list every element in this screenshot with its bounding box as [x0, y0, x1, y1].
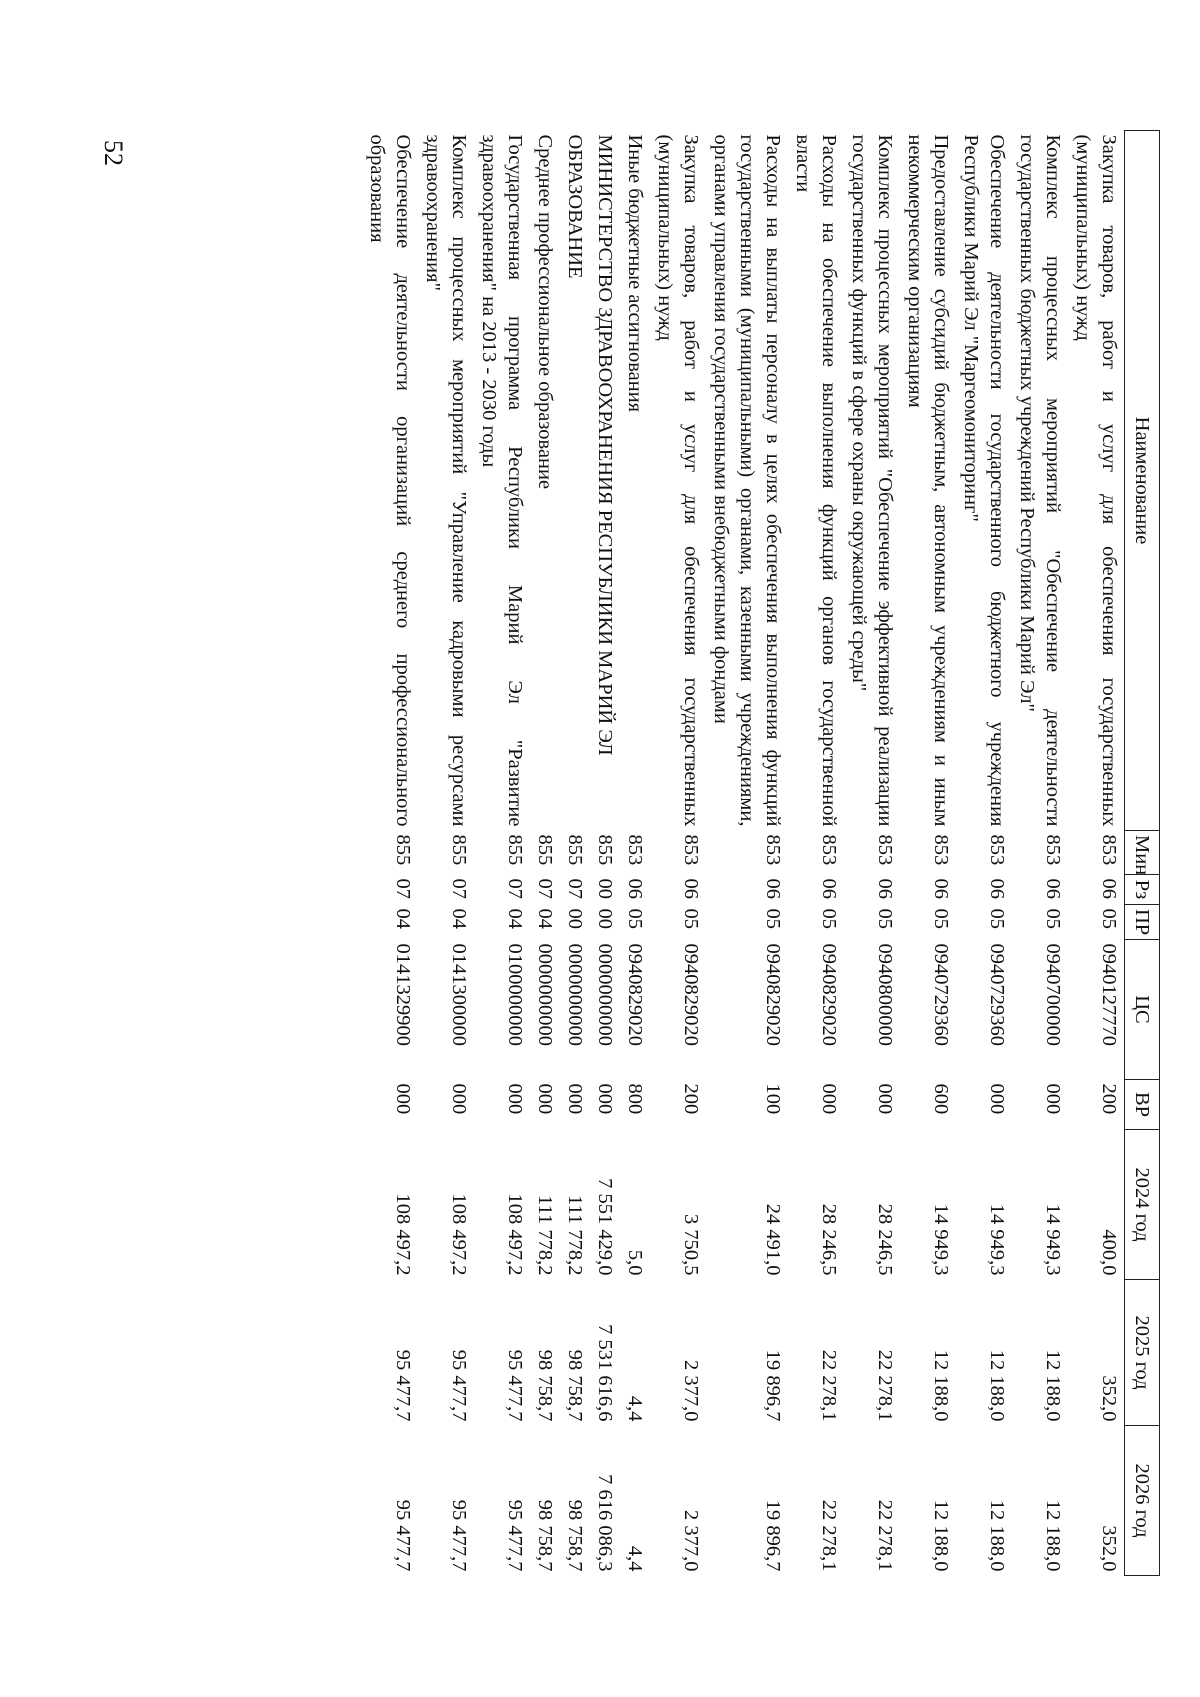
row-name: Комплекс процессных мероприятий "Обеспечение деятельности государственных бюджетных учреждений Республики Марий Эл" — [1016, 134, 1064, 827]
header-vr: ВР — [1125, 1080, 1160, 1130]
row-rz: 07 — [448, 878, 470, 899]
row-2024: 14 949,3 — [1042, 1203, 1064, 1276]
row-rz: 06 — [874, 878, 896, 899]
row-rz: 06 — [762, 878, 784, 899]
row-pr: 04 — [534, 908, 556, 929]
row-pr: 04 — [504, 908, 526, 929]
row-min: 853 — [874, 834, 896, 866]
row-pr: 05 — [874, 908, 896, 929]
row-2025: 7 531 616,6 — [594, 1324, 616, 1422]
rotated-table-area — [190, 130, 1160, 1575]
row-2025: 352,0 — [1098, 1375, 1120, 1422]
row-2024: 14 949,3 — [930, 1203, 952, 1276]
row-2025: 19 896,7 — [762, 1349, 784, 1422]
row-2026: 12 188,0 — [986, 1499, 1008, 1572]
table-row — [590, 131, 620, 1576]
row-pr: 00 — [564, 908, 586, 929]
table-row — [560, 131, 590, 1576]
row-2026: 2 377,0 — [680, 1510, 702, 1572]
row-rz: 06 — [680, 878, 702, 899]
row-cs: 0000000000 — [534, 943, 556, 1046]
header-min: Мин — [1125, 831, 1160, 875]
row-pr: 05 — [818, 908, 840, 929]
table-row — [650, 131, 706, 1576]
row-pr: 05 — [930, 908, 952, 929]
row-cs: 0000000000 — [564, 943, 586, 1046]
row-2025: 95 477,7 — [392, 1349, 414, 1422]
header-2024: 2024 год — [1125, 1130, 1160, 1280]
row-2026: 22 278,1 — [874, 1499, 896, 1572]
table-row — [956, 131, 1012, 1576]
row-min: 853 — [762, 834, 784, 866]
row-2024: 28 246,5 — [874, 1203, 896, 1276]
row-pr: 04 — [392, 908, 414, 929]
row-min: 855 — [448, 834, 470, 866]
table-row — [900, 131, 956, 1576]
table-row — [1068, 131, 1125, 1576]
row-min: 855 — [594, 834, 616, 866]
row-2024: 3 750,5 — [680, 1214, 702, 1276]
row-2025: 2 377,0 — [680, 1360, 702, 1422]
row-cs: 0940829020 — [624, 943, 646, 1046]
row-2026: 98 758,7 — [564, 1499, 586, 1572]
row-2025: 12 188,0 — [1042, 1349, 1064, 1422]
row-2025: 22 278,1 — [818, 1349, 840, 1422]
row-rz: 06 — [986, 878, 1008, 899]
row-2025: 22 278,1 — [874, 1349, 896, 1422]
row-vr: 800 — [624, 1083, 646, 1115]
row-vr: 000 — [392, 1083, 414, 1115]
row-2026: 98 758,7 — [534, 1499, 556, 1572]
row-min: 853 — [624, 834, 646, 866]
row-2026: 95 477,7 — [504, 1499, 526, 1572]
header-2025: 2025 год — [1125, 1280, 1160, 1426]
table-row — [418, 131, 474, 1576]
row-2026: 95 477,7 — [392, 1499, 414, 1572]
row-name: Закупка товаров, работ и услуг для обеспечения государственных (муниципальных) нужд — [1072, 134, 1120, 827]
header-pr: ПР — [1125, 905, 1160, 940]
row-min: 855 — [564, 834, 586, 866]
row-pr: 00 — [594, 908, 616, 929]
row-vr: 000 — [818, 1083, 840, 1115]
row-2024: 400,0 — [1098, 1229, 1120, 1276]
row-min: 855 — [392, 834, 414, 866]
row-pr: 05 — [1042, 908, 1064, 929]
row-cs: 0940127770 — [1098, 943, 1120, 1046]
row-2026: 4,4 — [624, 1545, 646, 1572]
row-2024: 111 778,2 — [534, 1195, 556, 1276]
table-row — [1012, 131, 1068, 1576]
row-min: 853 — [930, 834, 952, 866]
row-cs: 0141329900 — [392, 943, 414, 1046]
row-2024: 7 551 429,0 — [594, 1178, 616, 1276]
row-2026: 352,0 — [1098, 1525, 1120, 1572]
row-2024: 24 491,0 — [762, 1203, 784, 1276]
row-2024: 108 497,2 — [392, 1193, 414, 1276]
header-rz: Рз — [1125, 875, 1160, 905]
row-pr: 05 — [762, 908, 784, 929]
row-2025: 4,4 — [624, 1395, 646, 1422]
row-cs: 0940829020 — [818, 943, 840, 1046]
row-2026: 95 477,7 — [448, 1499, 470, 1572]
row-2026: 19 896,7 — [762, 1499, 784, 1572]
row-min: 855 — [534, 834, 556, 866]
row-vr: 000 — [534, 1083, 556, 1115]
row-2024: 111 778,2 — [564, 1195, 586, 1276]
row-2025: 98 758,7 — [564, 1349, 586, 1422]
row-name: Комплекс процессных мероприятий "Управление кадровыми ресурсами здравоохранения" — [422, 134, 470, 827]
row-cs: 0940729360 — [930, 943, 952, 1046]
row-name: Расходы на выплаты персоналу в целях обеспечения выполнения функций государственными (муниципальными) органами, казенными учреждениями, органами управления государственными внебюджетными фондами — [710, 134, 784, 827]
row-2024: 28 246,5 — [818, 1203, 840, 1276]
row-rz: 06 — [1042, 878, 1064, 899]
row-2026: 12 188,0 — [1042, 1499, 1064, 1572]
row-2026: 22 278,1 — [818, 1499, 840, 1572]
row-cs: 0940829020 — [762, 943, 784, 1046]
row-rz: 07 — [534, 878, 556, 899]
row-rz: 06 — [624, 878, 646, 899]
table-row — [788, 131, 844, 1576]
budget-table — [362, 130, 1160, 1576]
row-name: Расходы на обеспечение выполнения функций органов государственной власти — [792, 134, 840, 827]
row-vr: 200 — [680, 1083, 702, 1115]
row-2026: 12 188,0 — [930, 1499, 952, 1572]
row-min: 853 — [986, 834, 1008, 866]
table-row — [706, 131, 788, 1576]
row-2024: 108 497,2 — [448, 1193, 470, 1276]
row-name: Обеспечение деятельности организаций среднего профессионального образования — [366, 134, 414, 827]
row-cs: 0940829020 — [680, 943, 702, 1046]
row-cs: 0940729360 — [986, 943, 1008, 1046]
row-name: МИНИСТЕРСТВО ЗДРАВООХРАНЕНИЯ РЕСПУБЛИКИ МАРИЙ ЭЛ — [594, 134, 616, 756]
header-2026: 2026 год — [1125, 1426, 1160, 1576]
header-name: Наименование — [1125, 131, 1160, 831]
row-pr: 05 — [680, 908, 702, 929]
row-name: Комплекс процессных мероприятий "Обеспечение эффективной реализации государственных функций в сфере охраны окружающей среды" — [848, 134, 896, 827]
table-row — [844, 131, 900, 1576]
row-pr: 05 — [1098, 908, 1120, 929]
row-rz: 06 — [1098, 878, 1120, 899]
row-vr: 000 — [874, 1083, 896, 1115]
row-cs: 0940800000 — [874, 943, 896, 1046]
row-name: Предоставление субсидий бюджетным, автономным учреждениям и иным некоммерческим организациям — [904, 134, 952, 827]
row-rz: 07 — [504, 878, 526, 899]
row-2025: 12 188,0 — [930, 1349, 952, 1422]
table-header-row — [1125, 131, 1160, 1576]
row-min: 853 — [818, 834, 840, 866]
row-rz: 06 — [818, 878, 840, 899]
table-row — [530, 131, 560, 1576]
table-row — [474, 131, 530, 1576]
row-2025: 95 477,7 — [504, 1349, 526, 1422]
row-name: Государственная программа Республики Марий Эл "Развитие здравоохранения" на 2013 - 2030 годы — [478, 134, 526, 827]
row-vr: 000 — [448, 1083, 470, 1115]
row-name: Среднее профессиональное образование — [534, 134, 556, 490]
row-cs: 0940700000 — [1042, 943, 1064, 1046]
row-vr: 200 — [1098, 1083, 1120, 1115]
page-number: 52 — [99, 140, 128, 166]
row-cs: 0141300000 — [448, 943, 470, 1046]
row-min: 853 — [680, 834, 702, 866]
row-2024: 108 497,2 — [504, 1193, 526, 1276]
row-pr: 05 — [624, 908, 646, 929]
header-cs: ЦС — [1125, 940, 1160, 1080]
row-vr: 000 — [1042, 1083, 1064, 1115]
row-pr: 04 — [448, 908, 470, 929]
row-vr: 100 — [762, 1083, 784, 1115]
table-row — [620, 131, 650, 1576]
row-cs: 0000000000 — [594, 943, 616, 1046]
row-2025: 98 758,7 — [534, 1349, 556, 1422]
row-name: Иные бюджетные ассигнования — [624, 134, 646, 413]
row-name: ОБРАЗОВАНИЕ — [564, 134, 586, 279]
row-min: 853 — [1042, 834, 1064, 866]
row-2026: 7 616 086,3 — [594, 1474, 616, 1572]
row-rz: 06 — [930, 878, 952, 899]
row-2024: 5,0 — [624, 1249, 646, 1276]
row-vr: 000 — [564, 1083, 586, 1115]
row-name: Обеспечение деятельности государственного бюджетного учреждения Республики Марий Эл "Маргеомониторинг" — [960, 134, 1008, 827]
row-2025: 12 188,0 — [986, 1349, 1008, 1422]
row-2025: 95 477,7 — [448, 1349, 470, 1422]
row-vr: 600 — [930, 1083, 952, 1115]
row-rz: 07 — [392, 878, 414, 899]
row-rz: 07 — [564, 878, 586, 899]
row-min: 853 — [1098, 834, 1120, 866]
row-pr: 05 — [986, 908, 1008, 929]
row-2024: 14 949,3 — [986, 1203, 1008, 1276]
row-min: 855 — [504, 834, 526, 866]
row-rz: 00 — [594, 878, 616, 899]
row-vr: 000 — [504, 1083, 526, 1115]
table-row — [362, 131, 418, 1576]
row-cs: 0100000000 — [504, 943, 526, 1046]
row-vr: 000 — [986, 1083, 1008, 1115]
row-name: Закупка товаров, работ и услуг для обеспечения государственных (муниципальных) нужд — [654, 134, 702, 827]
row-vr: 000 — [594, 1083, 616, 1115]
